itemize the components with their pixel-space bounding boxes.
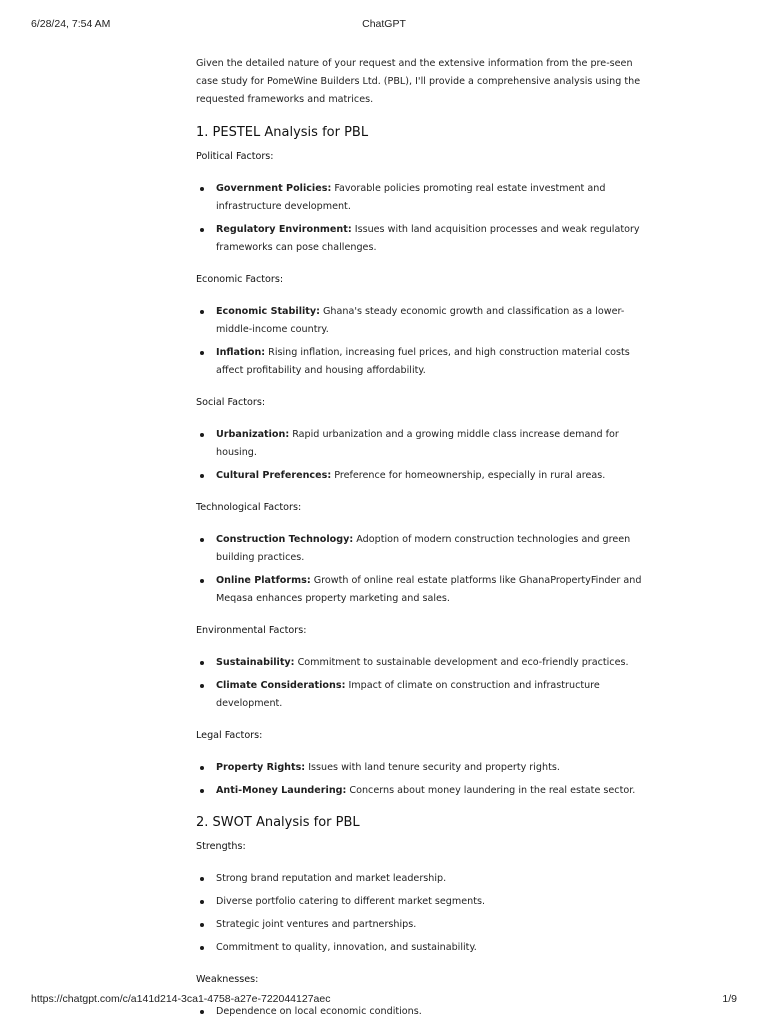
- list-item-text: Impact of climate on construction and infrastructure development.: [216, 680, 600, 709]
- list-item-text: Issues with land tenure security and property rights.: [305, 762, 560, 773]
- page-number: 1/9: [722, 993, 737, 1005]
- list-item: [196, 467, 648, 485]
- environmental-factors-title: Environmental Factors:: [196, 625, 307, 636]
- strengths-title: Strengths:: [196, 841, 246, 852]
- social-factors-list: [196, 426, 648, 485]
- swot-heading: 2. SWOT Analysis for PBL: [196, 815, 360, 830]
- list-item-text: Ghana's steady economic growth and classification as a lower-middle-income country.: [216, 306, 625, 335]
- legal-factors-list: [196, 759, 648, 800]
- list-item-text: Adoption of modern construction technologies and green building practices.: [216, 534, 631, 563]
- list-item: Dependence on local economic conditions.: [196, 1003, 648, 1021]
- list-item: Commitment to quality, innovation, and sustainability.: [196, 939, 648, 957]
- pestel-heading: 1. PESTEL Analysis for PBL: [196, 125, 369, 140]
- intro-paragraph: Given the detailed nature of your request and the extensive information from the pre-seen case study for PomeWine Builders Ltd. (PBL), I'll provide a comprehensive analysis using the requested frameworks and matrices.: [196, 58, 641, 105]
- list-item-term: Property Rights:: [216, 762, 306, 773]
- list-item: Diverse portfolio catering to different market segments.: [196, 893, 648, 911]
- list-item: Strategic joint ventures and partnerships.: [196, 916, 648, 934]
- list-item-term: Online Platforms:: [216, 575, 311, 586]
- list-item-term: Climate Considerations:: [216, 680, 346, 691]
- list-item-term: Cultural Preferences:: [216, 470, 332, 481]
- political-factors-list: [196, 180, 648, 257]
- list-item: [196, 531, 648, 567]
- print-url: https://chatgpt.com/c/a141d214-3ca1-4758-a27e-722044127aec: [31, 993, 331, 1005]
- list-item: [196, 303, 648, 339]
- economic-factors-title: Economic Factors:: [196, 274, 284, 285]
- list-item-term: Sustainability:: [216, 657, 295, 668]
- list-item: [196, 759, 648, 777]
- list-item-term: Regulatory Environment:: [216, 224, 352, 235]
- print-footer: [0, 993, 768, 1009]
- list-item: [196, 426, 648, 462]
- strengths-list: [196, 870, 648, 957]
- list-item: [196, 654, 648, 672]
- list-item-text: Growth of online real estate platforms like GhanaPropertyFinder and Meqasa enhances property marketing and sales.: [216, 575, 642, 604]
- list-item: [196, 344, 648, 380]
- political-factors-title: Political Factors:: [196, 151, 274, 162]
- list-item: [196, 180, 648, 216]
- list-item-text: Rapid urbanization and a growing middle class increase demand for housing.: [216, 429, 619, 458]
- list-item-term: Economic Stability:: [216, 306, 320, 317]
- list-item-text: Favorable policies promoting real estate investment and infrastructure development.: [216, 183, 606, 212]
- list-item-text: Rising inflation, increasing fuel prices, and high construction material costs affect profitability and housing affordability.: [216, 347, 630, 376]
- list-item-term: Urbanization:: [216, 429, 290, 440]
- list-item-text: Concerns about money laundering in the real estate sector.: [346, 785, 636, 796]
- economic-factors-list: [196, 303, 648, 380]
- print-title: ChatGPT: [362, 18, 406, 30]
- print-header: [0, 18, 768, 34]
- environmental-factors-list: [196, 654, 648, 713]
- legal-factors-title: Legal Factors:: [196, 730, 263, 741]
- list-item-term: Construction Technology:: [216, 534, 354, 545]
- list-item-term: Anti-Money Laundering:: [216, 785, 347, 796]
- list-item: [196, 782, 648, 800]
- technological-factors-title: Technological Factors:: [196, 502, 302, 513]
- list-item-term: Inflation:: [216, 347, 266, 358]
- social-factors-title: Social Factors:: [196, 397, 266, 408]
- weaknesses-title: Weaknesses:: [196, 974, 259, 985]
- list-item: [196, 677, 648, 713]
- list-item: [196, 572, 648, 608]
- print-datetime: 6/28/24, 7:54 AM: [31, 18, 111, 30]
- list-item-text: Commitment to sustainable development and eco-friendly practices.: [294, 657, 629, 668]
- technological-factors-list: [196, 531, 648, 608]
- list-item-text: Issues with land acquisition processes and weak regulatory frameworks can pose challenges.: [216, 224, 640, 253]
- document-content: [196, 55, 648, 1035]
- list-item: [196, 221, 648, 257]
- list-item: Strong brand reputation and market leadership.: [196, 870, 648, 888]
- list-item-term: Government Policies:: [216, 183, 332, 194]
- list-item-text: Preference for homeownership, especially in rural areas.: [331, 470, 606, 481]
